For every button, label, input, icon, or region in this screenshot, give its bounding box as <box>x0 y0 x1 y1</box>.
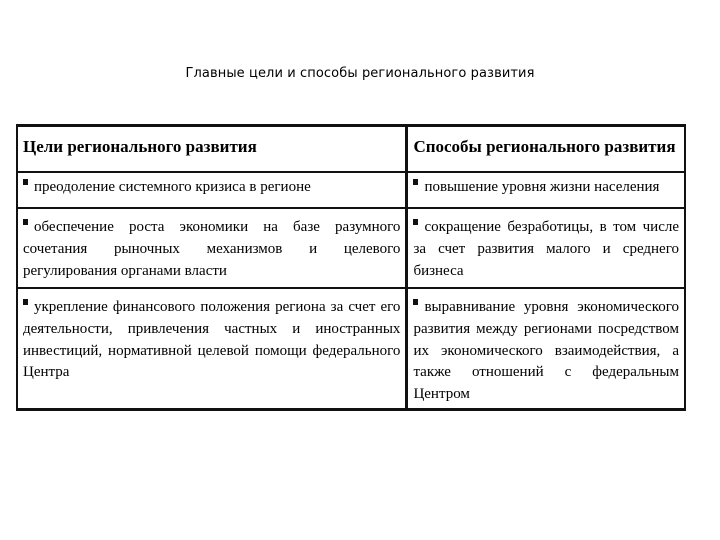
goal-text: обеспечение роста экономики на базе разумного сочетания рыночных механизмов и целевого регулирования органами власти <box>23 219 401 279</box>
goals-methods-table <box>16 124 686 411</box>
method-cell <box>407 208 684 288</box>
table-row <box>18 288 684 408</box>
square-bullet-icon <box>413 299 418 305</box>
method-text: выравнивание уровня экономического развития между регионами посредством их экономического взаимодействия, а также отношений с федеральным Центром <box>413 299 679 402</box>
method-cell <box>407 172 684 208</box>
table <box>18 127 684 408</box>
square-bullet-icon <box>23 219 28 225</box>
goal-text: укрепление финансового положения региона за счет его деятельности, привлечения частных и иностранных инвестиций, нормативной целевой помощи федерального Центра <box>23 299 401 381</box>
square-bullet-icon <box>413 219 418 225</box>
method-cell <box>407 288 684 408</box>
goal-cell <box>18 288 407 408</box>
header-goals: Цели регионального развития <box>18 127 407 172</box>
header-methods: Способы регионального развития <box>407 127 684 172</box>
table-row <box>18 172 684 208</box>
table-row <box>18 208 684 288</box>
goal-cell <box>18 172 407 208</box>
slide-title: Главные цели и способы регионального развития <box>185 66 535 81</box>
square-bullet-icon <box>23 179 28 185</box>
method-text: повышение уровня жизни населения <box>424 179 660 195</box>
table-header-row <box>18 127 684 172</box>
goal-text: преодоление системного кризиса в регионе <box>34 179 311 195</box>
method-text: сокращение безработицы, в том числе за счет развития малого и среднего бизнеса <box>413 219 679 279</box>
square-bullet-icon <box>23 299 28 305</box>
square-bullet-icon <box>413 179 418 185</box>
goal-cell <box>18 208 407 288</box>
